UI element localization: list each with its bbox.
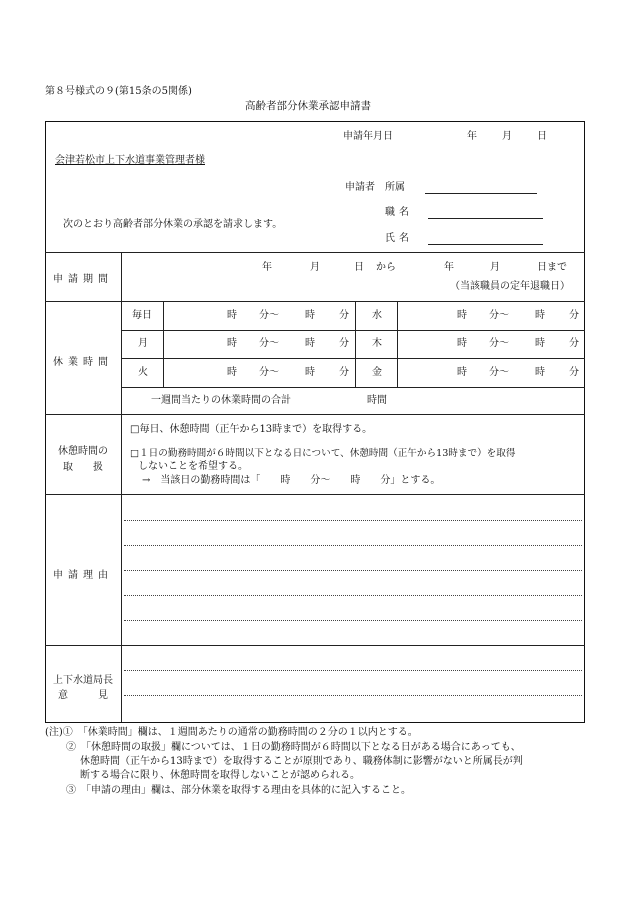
dept-line[interactable] xyxy=(425,193,537,194)
line-reason-top xyxy=(45,494,585,495)
hour-unit: 時 xyxy=(457,310,467,321)
note-3: ③ 「申請の理由」欄は、部分休業を取得する理由を具体的に記入すること。 xyxy=(66,785,411,796)
day-thu: 木 xyxy=(372,338,382,349)
request-date-month: 月 xyxy=(502,131,512,142)
note-2-cont-2: 断する場合に限り、休憩時間を取得しないことが認められる。 xyxy=(80,770,360,781)
hour-unit: 時 xyxy=(227,310,237,321)
line-opinion-top xyxy=(45,645,585,646)
note-1: (注)① 「休業時間」欄は、１週間あたりの通常の勤務時間の２分の１以内とする。 xyxy=(45,727,418,738)
min-from-unit: 分～ xyxy=(489,338,509,349)
line-hours-top xyxy=(45,301,585,302)
min-unit: 分 xyxy=(339,310,349,321)
line-hours-r3 xyxy=(121,387,585,388)
hour-unit: 時 xyxy=(535,367,545,378)
line-break-top xyxy=(45,414,585,415)
day-everyday: 毎日 xyxy=(132,310,152,321)
reason-line-2[interactable] xyxy=(124,545,582,546)
reason-line-3[interactable] xyxy=(124,570,582,571)
hours-day-divider-left xyxy=(163,301,164,387)
hour-unit: 時 xyxy=(535,310,545,321)
break-option-2-cont: しないことを希望する。 xyxy=(138,461,248,472)
break-option-2-hours: → 当該日の勤務時間は「 時 分～ 時 分」とする。 xyxy=(142,475,441,486)
form-title: 高齢者部分休業承認申請書 xyxy=(245,100,371,112)
day-tue: 火 xyxy=(138,367,148,378)
name-label: 氏名 xyxy=(385,233,413,244)
opinion-label-1: 上下水道局長 xyxy=(53,675,113,686)
note-2-cont-1: 休憩時間（正午から13時まで）を取得することが原則であり、職務体制に影響がないと所属長が判 xyxy=(80,756,523,767)
period-from-month: 月 xyxy=(310,262,320,273)
form-number: 第８号様式の９(第15条の5関係) xyxy=(45,86,192,97)
position-label: 職名 xyxy=(385,207,413,218)
break-option-1[interactable]: □毎日、休憩時間（正午から13時まで）を取得する。 xyxy=(130,424,373,435)
reason-line-1[interactable] xyxy=(124,520,582,521)
min-from-unit: 分～ xyxy=(489,310,509,321)
line-period-top xyxy=(45,252,585,253)
hour-unit: 時 xyxy=(227,338,237,349)
break-option-2[interactable]: □１日の勤務時間が６時間以下となる日について、休憩時間（正午から13時まで）を取得 xyxy=(130,448,516,459)
weekly-total-unit: 時間 xyxy=(367,395,387,406)
min-from-unit: 分～ xyxy=(259,310,279,321)
applicant-label: 申請者 xyxy=(345,182,375,193)
reason-label: 申請理由 xyxy=(53,570,113,581)
min-unit: 分 xyxy=(339,338,349,349)
line-hours-r1 xyxy=(121,330,585,331)
min-unit: 分 xyxy=(569,367,579,378)
min-unit: 分 xyxy=(569,338,579,349)
hour-unit: 時 xyxy=(227,367,237,378)
request-date-year: 年 xyxy=(467,131,477,142)
opinion-label-2: 意 見 xyxy=(58,690,108,701)
min-unit: 分 xyxy=(569,310,579,321)
label-column-divider xyxy=(121,252,122,722)
day-mon: 月 xyxy=(138,338,148,349)
min-from-unit: 分～ xyxy=(259,367,279,378)
period-from-year: 年 xyxy=(262,262,272,273)
period-to-day: 日まで xyxy=(537,262,567,273)
hour-unit: 時 xyxy=(305,310,315,321)
hour-unit: 時 xyxy=(305,367,315,378)
break-label-1: 休憩時間の xyxy=(58,446,108,457)
period-to-month: 月 xyxy=(490,262,500,273)
period-from-day: 日 xyxy=(354,262,364,273)
hours-day-divider-right xyxy=(397,301,398,387)
request-date-label: 申請年月日 xyxy=(343,131,393,142)
note-2: ② 「休憩時間の取扱」欄については、１日の勤務時間が６時間以下となる日がある場合にあっても、 xyxy=(66,742,521,753)
day-wed: 水 xyxy=(372,310,382,321)
min-unit: 分 xyxy=(339,367,349,378)
hours-mid-divider xyxy=(355,301,356,387)
reason-line-5[interactable] xyxy=(124,620,582,621)
form-border xyxy=(45,121,585,723)
break-label-2: 取 扱 xyxy=(63,462,103,473)
hours-label: 休業時間 xyxy=(53,357,113,368)
period-note: （当該職員の定年退職日） xyxy=(450,281,570,292)
period-to-year: 年 xyxy=(444,262,454,273)
min-from-unit: 分～ xyxy=(489,367,509,378)
period-from-kara: から xyxy=(376,262,396,273)
hour-unit: 時 xyxy=(535,338,545,349)
hour-unit: 時 xyxy=(457,367,467,378)
day-fri: 金 xyxy=(372,367,382,378)
hour-unit: 時 xyxy=(305,338,315,349)
addressee: 会津若松市上下水道事業管理者様 xyxy=(55,155,205,166)
position-line[interactable] xyxy=(428,218,543,219)
dept-label: 所属 xyxy=(385,182,405,193)
line-hours-r2 xyxy=(121,358,585,359)
weekly-total-label: 一週間当たりの休業時間の合計 xyxy=(151,395,291,406)
name-line[interactable] xyxy=(428,244,543,245)
min-from-unit: 分～ xyxy=(259,338,279,349)
period-label: 申請期間 xyxy=(53,274,113,285)
opinion-line-2[interactable] xyxy=(124,695,582,696)
reason-line-4[interactable] xyxy=(124,595,582,596)
request-date-day: 日 xyxy=(537,131,547,142)
intro-text: 次のとおり高齢者部分休業の承認を請求します。 xyxy=(63,219,283,230)
opinion-line-1[interactable] xyxy=(124,670,582,671)
hour-unit: 時 xyxy=(457,338,467,349)
